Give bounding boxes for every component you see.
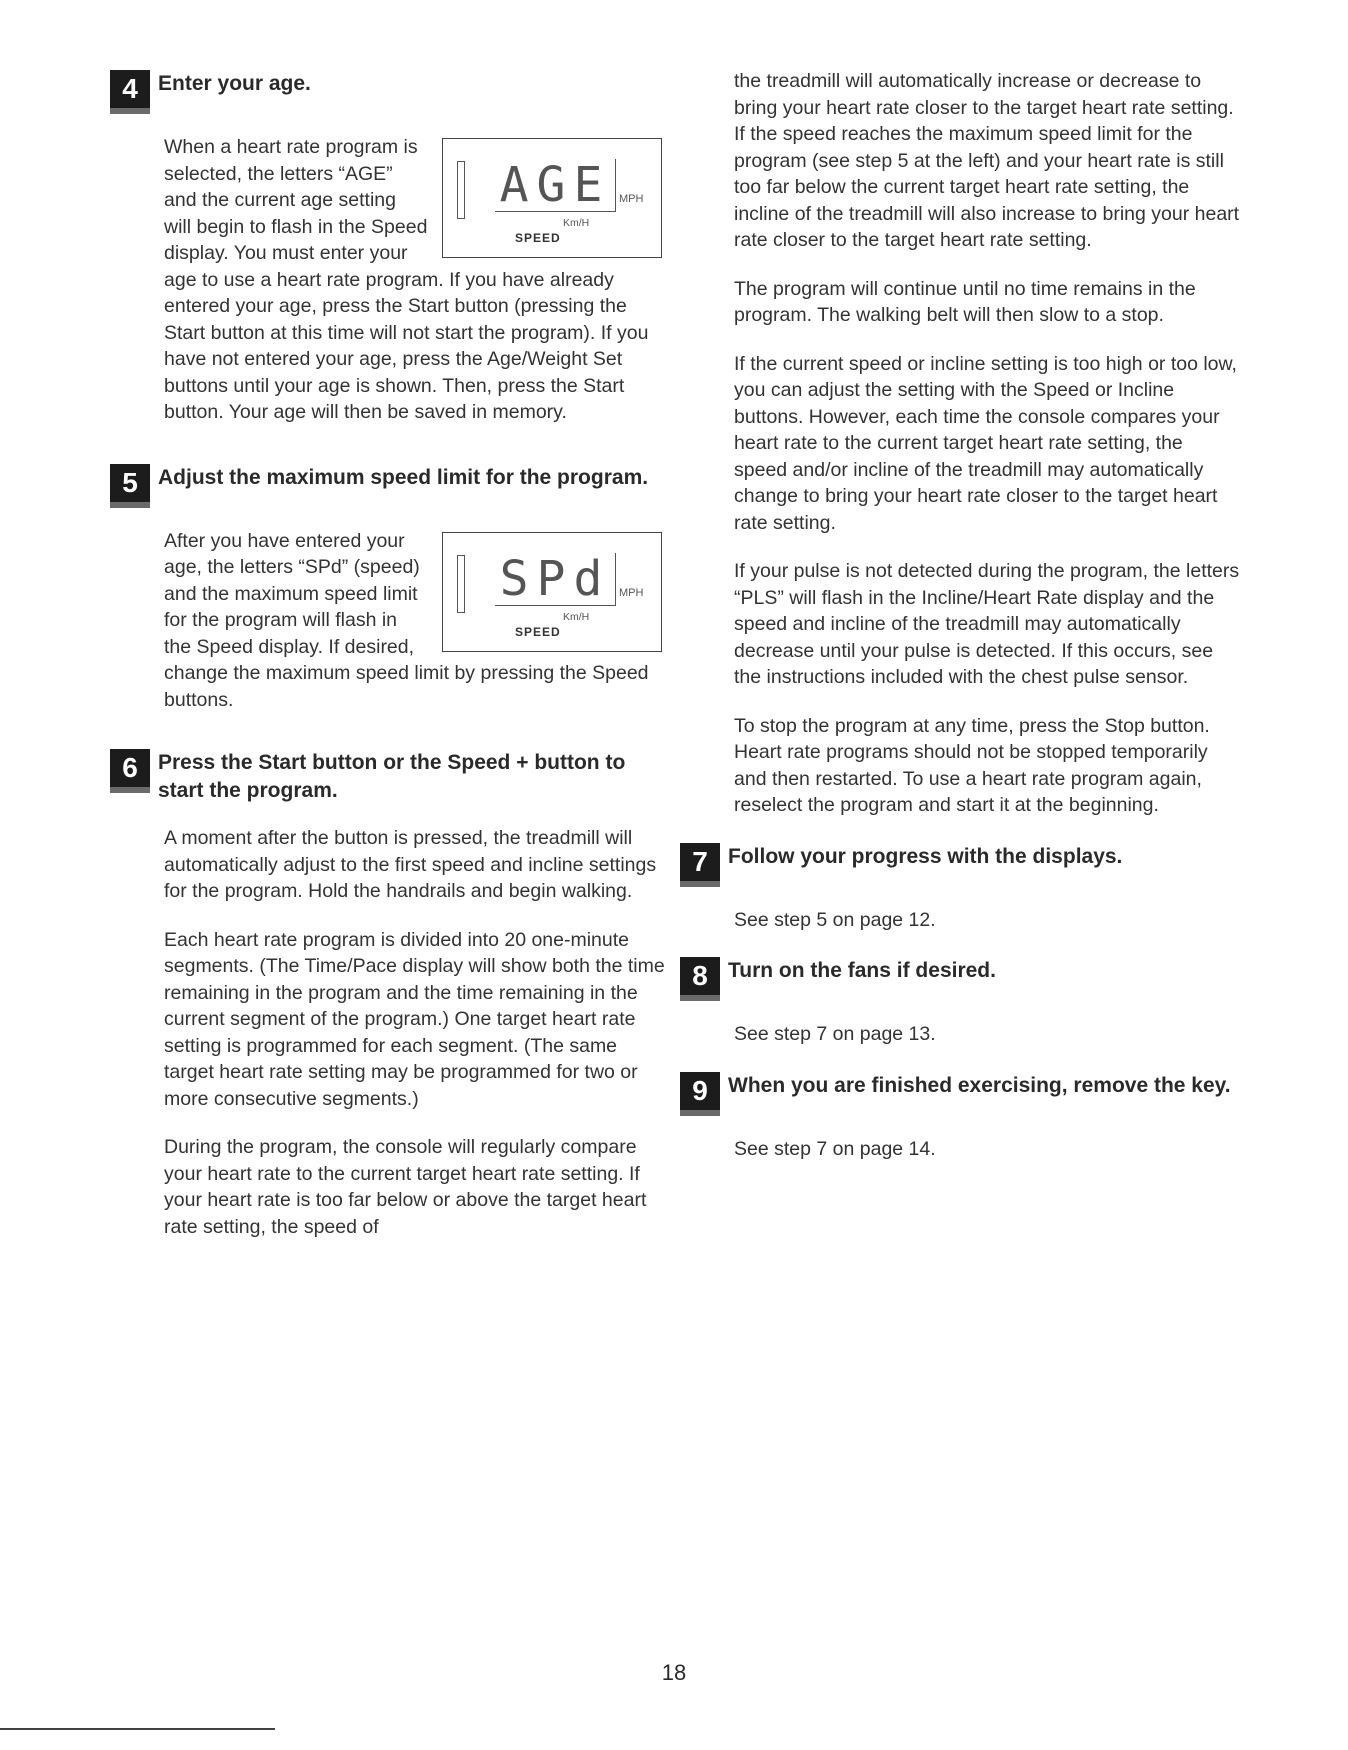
display-digits: AGE <box>495 159 616 212</box>
step-9 <box>680 1070 1240 1163</box>
right-paragraph-4: If your pulse is not detected during the program, the letters “PLS” will flash in the Incline/Heart Rate display and the speed and incline of the treadmill may automatically decrease until your pulse is detected. If this occurs, see the instructions included with the chest pulse sensor. <box>734 560 1240 688</box>
right-column <box>680 68 1240 1184</box>
bottom-rule <box>0 1728 275 1730</box>
step-6-header <box>110 747 670 805</box>
step-7-header <box>680 841 1240 887</box>
step-7-title: Follow your progress with the displays. <box>728 844 1123 868</box>
step-9-paragraph: See step 7 on page 14. <box>734 1137 936 1160</box>
step-6-paragraph-1: A moment after the button is pressed, the treadmill will automatically adjust to the first speed and incline settings for the program. Hold the handrails and begin walking. <box>164 827 657 902</box>
step-9-header <box>680 1070 1240 1116</box>
step-8-paragraph: See step 7 on page 13. <box>734 1023 936 1045</box>
display-speed-label: SPEED <box>515 624 561 639</box>
step-4-header <box>110 68 670 114</box>
step-6-paragraph-3: During the program, the console will regularly compare your heart rate to the current target heart rate setting. If your heart rate is too far below or above the target heart rate setting, the speed of <box>164 1136 647 1238</box>
display-kmh-label: Km/H <box>563 217 590 229</box>
display-digits: SPd <box>495 553 616 606</box>
step-8-header <box>680 955 1240 1001</box>
display-bar <box>457 555 465 613</box>
display-mph-label: MPH <box>619 193 644 205</box>
display-mph-label: MPH <box>619 586 644 599</box>
step-4-number-badge: 4 <box>110 70 150 114</box>
right-paragraph-5: To stop the program at any time, press the Stop button. Heart rate programs should not be stopped temporarily and then restarted. To use a heart rate program again, reselect the program and start it at the beginning. <box>734 714 1210 816</box>
step-6 <box>110 747 670 1240</box>
step-4-title: Enter your age. <box>158 72 311 95</box>
step-8 <box>680 955 1240 1048</box>
spd-speed-display-illustration <box>442 532 662 652</box>
step-9-number-badge: 9 <box>680 1072 720 1116</box>
step-7 <box>680 841 1240 934</box>
step-5 <box>110 462 670 714</box>
step-5-number-badge: 5 <box>110 464 150 508</box>
step-7-paragraph: See step 5 on page 12. <box>734 908 936 931</box>
step-5-header <box>110 462 670 508</box>
step-5-title: Adjust the maximum speed limit for the program. <box>158 465 649 489</box>
display-bar <box>457 161 465 219</box>
step-6-number-badge: 6 <box>110 749 150 793</box>
display-kmh-label: Km/H <box>563 610 590 623</box>
step-4 <box>110 68 670 426</box>
display-speed-label: SPEED <box>515 231 561 245</box>
step-6-paragraph-2: Each heart rate program is divided into 20 one-minute segments. (The Time/Pace display will show both the time remaining in the program and the time remaining in the current segment of the program.) One target heart rate setting is programmed for each segment. (The same target heart rate setting may be programmed for two or more consecutive segments.) <box>164 928 665 1110</box>
step-6-title: Press the Start button or the Speed + button to start the program. <box>158 751 626 802</box>
step-8-number-badge: 8 <box>680 957 720 1001</box>
age-speed-display-illustration <box>442 138 662 258</box>
page-number: 18 <box>661 1660 687 1685</box>
left-column <box>110 68 670 1262</box>
step-9-title: When you are finished exercising, remove the key. <box>728 1073 1231 1097</box>
right-paragraph-3: If the current speed or incline setting is too high or too low, you can adjust the setting with the Speed or Incline buttons. However, each time the console compares your heart rate to the current target heart rate setting, the speed and/or incline of the treadmill may automatically change to bring your heart rate closer to the target heart rate setting. <box>734 352 1237 534</box>
right-paragraph-2: The program will continue until no time remains in the program. The walking belt will then slow to a stop. <box>734 277 1196 326</box>
step-4-paragraph: When a heart rate program is selected, the letters “AGE” and the current age setting will begin to flash in the Speed display. You must enter your age to use a heart rate program. If you have already entered your age, press the Start button (pressing the Start button at this time will not start the program). If you have not entered your age, press the Age/Weight Set buttons until your age is shown. Then, press the Start button. Your age will then be saved in memory. <box>164 136 649 423</box>
right-paragraph-1: the treadmill will automatically increase or decrease to bring your heart rate closer to the target heart rate setting. If the speed reaches the maximum speed limit for the program (see step 5 at the left) and your heart rate is still too far below the current target heart rate setting, the incline of the treadmill will also increase to bring your heart rate closer to the target heart rate setting. <box>734 70 1240 251</box>
step-8-title: Turn on the fans if desired. <box>728 959 996 982</box>
step-7-number-badge: 7 <box>680 843 720 887</box>
step-5-paragraph: After you have entered your age, the letters “SPd” (speed) and the maximum speed limit for the program will flash in the Speed display. If desired, change the maximum speed limit by pressing the Speed buttons. <box>164 529 649 711</box>
